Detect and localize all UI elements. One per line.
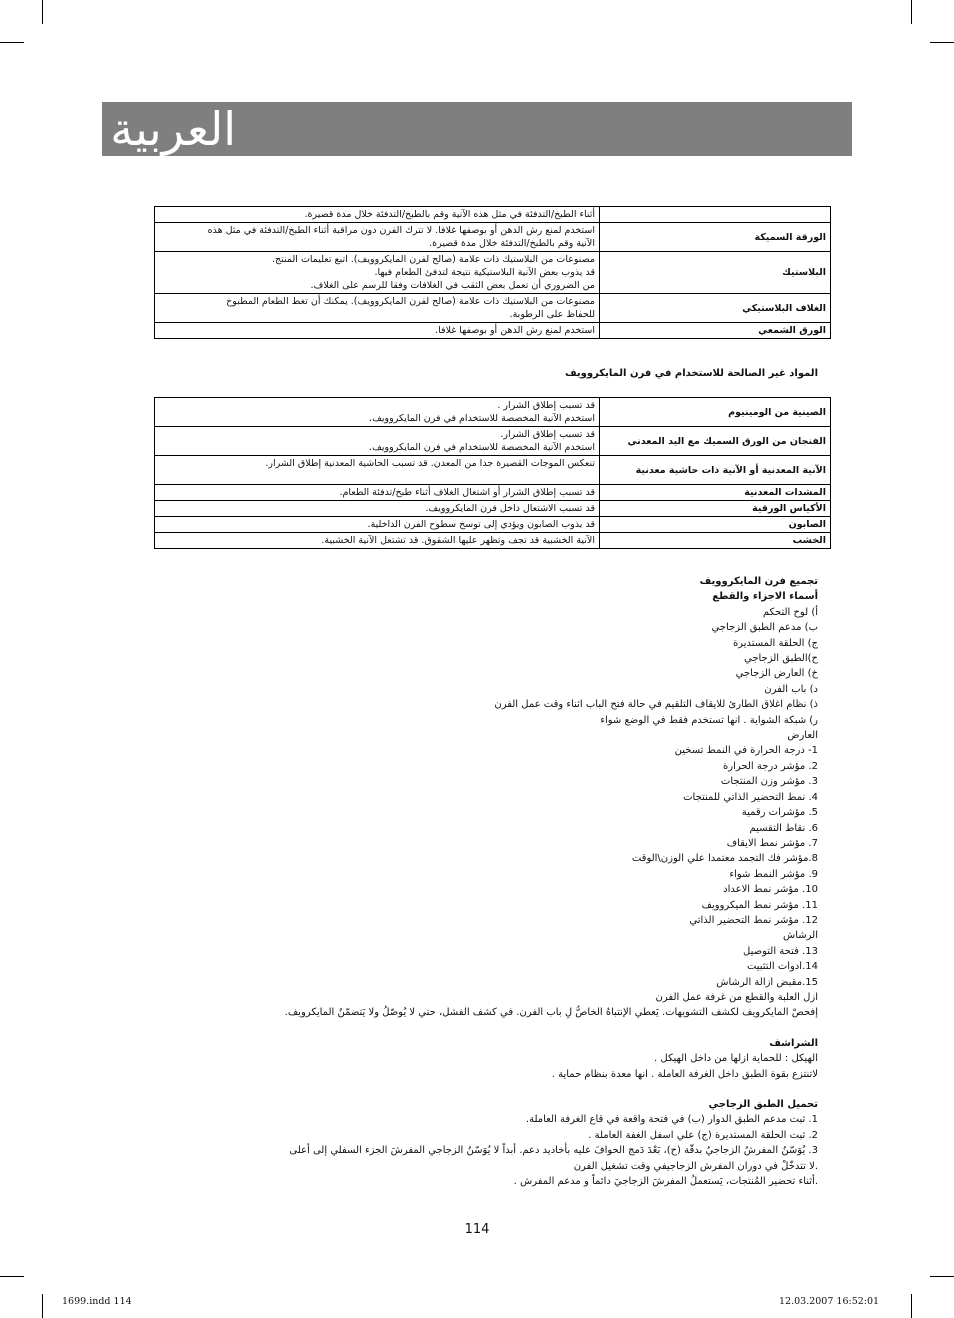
material-name: الورقة السميكة [600,223,831,252]
page-number: 114 [464,1222,490,1237]
description-line: للحفاظ على الرطوبة. [509,309,595,320]
assembly-line: 5. مؤشرات رقمية [741,807,818,819]
assembly-line: ر) شبكة الشواية . انها تستخدم فقط في الوضع شواء [600,714,818,726]
assembly-line: 14.ادوات التثبيت [746,961,818,973]
assembly-line: 6. نقاط التقسيم [749,822,818,834]
material-name: الآنية المعدنية أو الآنية ذات حاشية معدنية [600,456,831,485]
material-description [155,398,600,427]
material-description [155,427,600,456]
material-description [155,485,600,501]
crop-mark [42,1294,43,1318]
assembly-line: 1- درجة الحرارة في النمط تسخين [674,745,818,757]
table-row [155,485,831,501]
assembly-line: ب) مدعم الطبق الزجاجي [711,622,818,634]
assembly-line: ح)الطبق الزجاجي [743,653,818,665]
material-name: الصابون [600,517,831,533]
table-row [155,501,831,517]
shutters-title: الشراشف [769,1038,818,1049]
plate-section [289,1097,818,1189]
crop-mark [911,1294,912,1318]
plate-line: 3. يُوَسّنُ المفرشُ الزجاجيُ بدقّة (ح)، بَعْدَ دَمج الحوافَ عليه بأخاديد دعم. أبداً لا يُوَسّنُ الزجاجي المفرشَ الجزء السفلي إلى أعلى [289,1145,818,1157]
plate-line: 2. ثبت الحلقة المستديرة (ج) علي اسفل الغفة العاملة . [588,1129,818,1141]
assembly-line: 11. مؤشر نمط الميكروويف [701,899,818,911]
description-line: الآنية وقم بالطبخ/التدفئة خلال مدة قصيرة. [429,238,595,249]
assembly-line: 9. مؤشر النمط شواء [729,868,818,880]
assembly-line: 12. مؤشر نمط التحضير الذاتي [689,914,818,926]
footer-file: 1699.indd 114 [62,1296,132,1307]
material-name [600,207,831,223]
shutters-section [552,1036,818,1082]
suitable-materials-table [154,206,831,339]
table-row [155,223,831,252]
assembly-line: 4. نمط التحضير الذاتي للمنتجات [683,791,818,803]
table-row [155,294,831,323]
crop-mark [930,42,954,43]
assembly-line: إفحصْ المايكرويف لكشف التشويهات. يَعطي الإنتباهُ الخاصُّ لِ باب الفرن. في كشف الفشل، حتي لا يُوصّلُ ولا يَتضمّنُ المايكرويف. [284,1007,818,1019]
table-row [155,456,831,485]
assembly-line: 2. مؤشر درجة الحرارة [723,760,818,772]
material-description [155,517,600,533]
assembly-line: د) باب الفرن [764,683,818,695]
description-line: قد يذوب بعض الآنية البلاستيكية نتيجة لتدفئ الطعام فيها. [374,267,595,278]
material-description [155,533,600,549]
assembly-line: 13. فتحة التوصيل [743,945,818,957]
assembly-line: الرشاش [783,930,818,942]
description-line: قد تسبب الاشتعال داخل فرن المايكروويف. [425,503,595,514]
description-line: استخدم لمنع رش الدهن أو بوصفها غلافا. [435,325,595,336]
description-line: من الضروري أن تعمل بعض الثقب في الغلافات وفقا للرسم على الغلاف. [310,280,595,291]
table-row [155,427,831,456]
description-line: استخدم لمنع رش الدهن أو بوصفها غلافا. لا تترك الفرن دون مراقبة أثناء الطبخ/التدفئة في مثل هذه [207,225,595,236]
description-line: قد تسبب إطلاق الشرار . [497,400,595,411]
table-row [155,252,831,294]
assembly-subtitle: أسماء الاجزاء والقطع [712,591,818,603]
material-name: الصينية من الومينيوم [600,398,831,427]
table-row [155,323,831,339]
assembly-line: 7. مؤشر نمط الايقاف [726,837,818,849]
assembly-line: ذ) نظام اغلاق الطارئ للايقاف التلقيم في حالة فتح الباب اثناء وقت عمل الفرن [494,699,818,711]
plate-line: 1. ثبت مدعم الطبق الدوار (ب) في فتحة واقعة في قاع الغرفة العاملة. [525,1114,818,1126]
assembly-line: ج) الحلقة المستديرة [732,637,818,649]
description-line: الآنية الخشبية قد تجف وتظهر عليها الشقوق. قد تشتعل الآنية الخشبية. [321,535,595,546]
description-line: أثناء الطبخ/التدفئة في مثل هذه الآنية وقم بالطبخ/التدفئة خلال مدة قصيرة. [304,209,595,220]
material-name: الفنجان من الورق السميك مع اليد المعدني [600,427,831,456]
material-name: الخشب [600,533,831,549]
material-description [155,501,600,517]
assembly-line: أ) لوح التحكم [762,606,818,618]
crop-mark [0,1276,24,1277]
description-line: مصنوعات من البلاستيك ذات علامة (صالح لفرن المايكروويف). يمكنك أن تغط الطعام المطبوخ [226,296,595,307]
assembly-line: 15.مقبض ازالة الرشاش [716,976,818,988]
plate-line: .أثناء تحضير المُنتجات، يَستعملُ المفرشَ الزجاجيَ دائماً و مدعم المفرش . [513,1176,818,1188]
assembly-line: ازل العلبة والقطع من غرفة عمل الفرن [655,991,818,1003]
assembly-line: 3. مؤشر وزن المنتجات [720,776,818,788]
description-line: قد يذوب الصابون ويؤدي إلى توسخ سطوح الفرن الداخلية. [367,519,595,530]
material-name: المشدات المعدنية [600,485,831,501]
header-bar [102,102,852,156]
description-line: تنعكس الموجات القصيرة جدا من المعدن. قد تسبب الحاشية المعدنية إطلاق الشرار. [265,458,595,469]
material-description [155,456,600,485]
table-row [155,207,831,223]
assembly-line: 8.مؤشر فك التجمد معتمدا علي الوزن\الوقت [631,853,818,865]
shutters-line: الهيكل : للحماية ازلها من داخل الهيكل . [654,1053,818,1065]
description-line: استخدم الآنية المخصصة للاستخدام في فرن المايكروويف. [369,413,595,424]
table-row [155,517,831,533]
material-description [155,323,600,339]
crop-mark [42,0,43,24]
assembly-line: العارض [787,730,818,742]
description-line: استخدم الآنية المخصصة للاستخدام في فرن المايكروويف. [369,442,595,453]
crop-mark [0,42,24,43]
plate-line: .لا تتدخّلْ في دوران المفرش الزجاجيفي وقت تشغيل الفرن [573,1160,818,1172]
assembly-line: 10. مؤشر نمط الاعداد [723,884,818,896]
description-line: مصنوعات من البلاستيك ذات علامة (صالح لفرن المايكروويف). اتبع تعليمات المنتج. [272,254,595,265]
description-line: قد تسبب إطلاق الشرار. [500,429,595,440]
table-row [155,533,831,549]
material-name: الغلاف البلاستيكي [600,294,831,323]
footer-timestamp: 12.03.2007 16:52:01 [779,1296,880,1307]
assembly-title: تجميع فرن المايكروويف [699,576,818,587]
material-description [155,207,600,223]
assembly-line: خ) العارض الزجاجي [735,668,818,680]
shutters-line: لاتنتزع بقوة الطبق داخل الغرفة العاملة . انها معدة بنظام حماية . [551,1068,818,1080]
description-line [159,470,595,483]
unsuitable-heading: المواد غير الصالحة للاستخدام في فرن المايكروويف [564,368,818,379]
material-description [155,223,600,252]
page-title: العربية [110,102,236,156]
plate-title: تحميل الطبق الزجاجي [708,1099,818,1110]
material-description [155,294,600,323]
material-name: الأكياس الورقية [600,501,831,517]
crop-mark [930,1276,954,1277]
assembly-section [285,574,818,1021]
table-row [155,398,831,427]
description-line: قد تسبب إطلاق الشرار أو اشتعال الغلاف أثناء طبخ/تدفئة الطعام. [339,487,595,498]
unsuitable-materials-table [154,397,831,549]
crop-mark [911,0,912,24]
material-name: البلاستيك [600,252,831,294]
material-description [155,252,600,294]
material-name: الورق الشمعي [600,323,831,339]
